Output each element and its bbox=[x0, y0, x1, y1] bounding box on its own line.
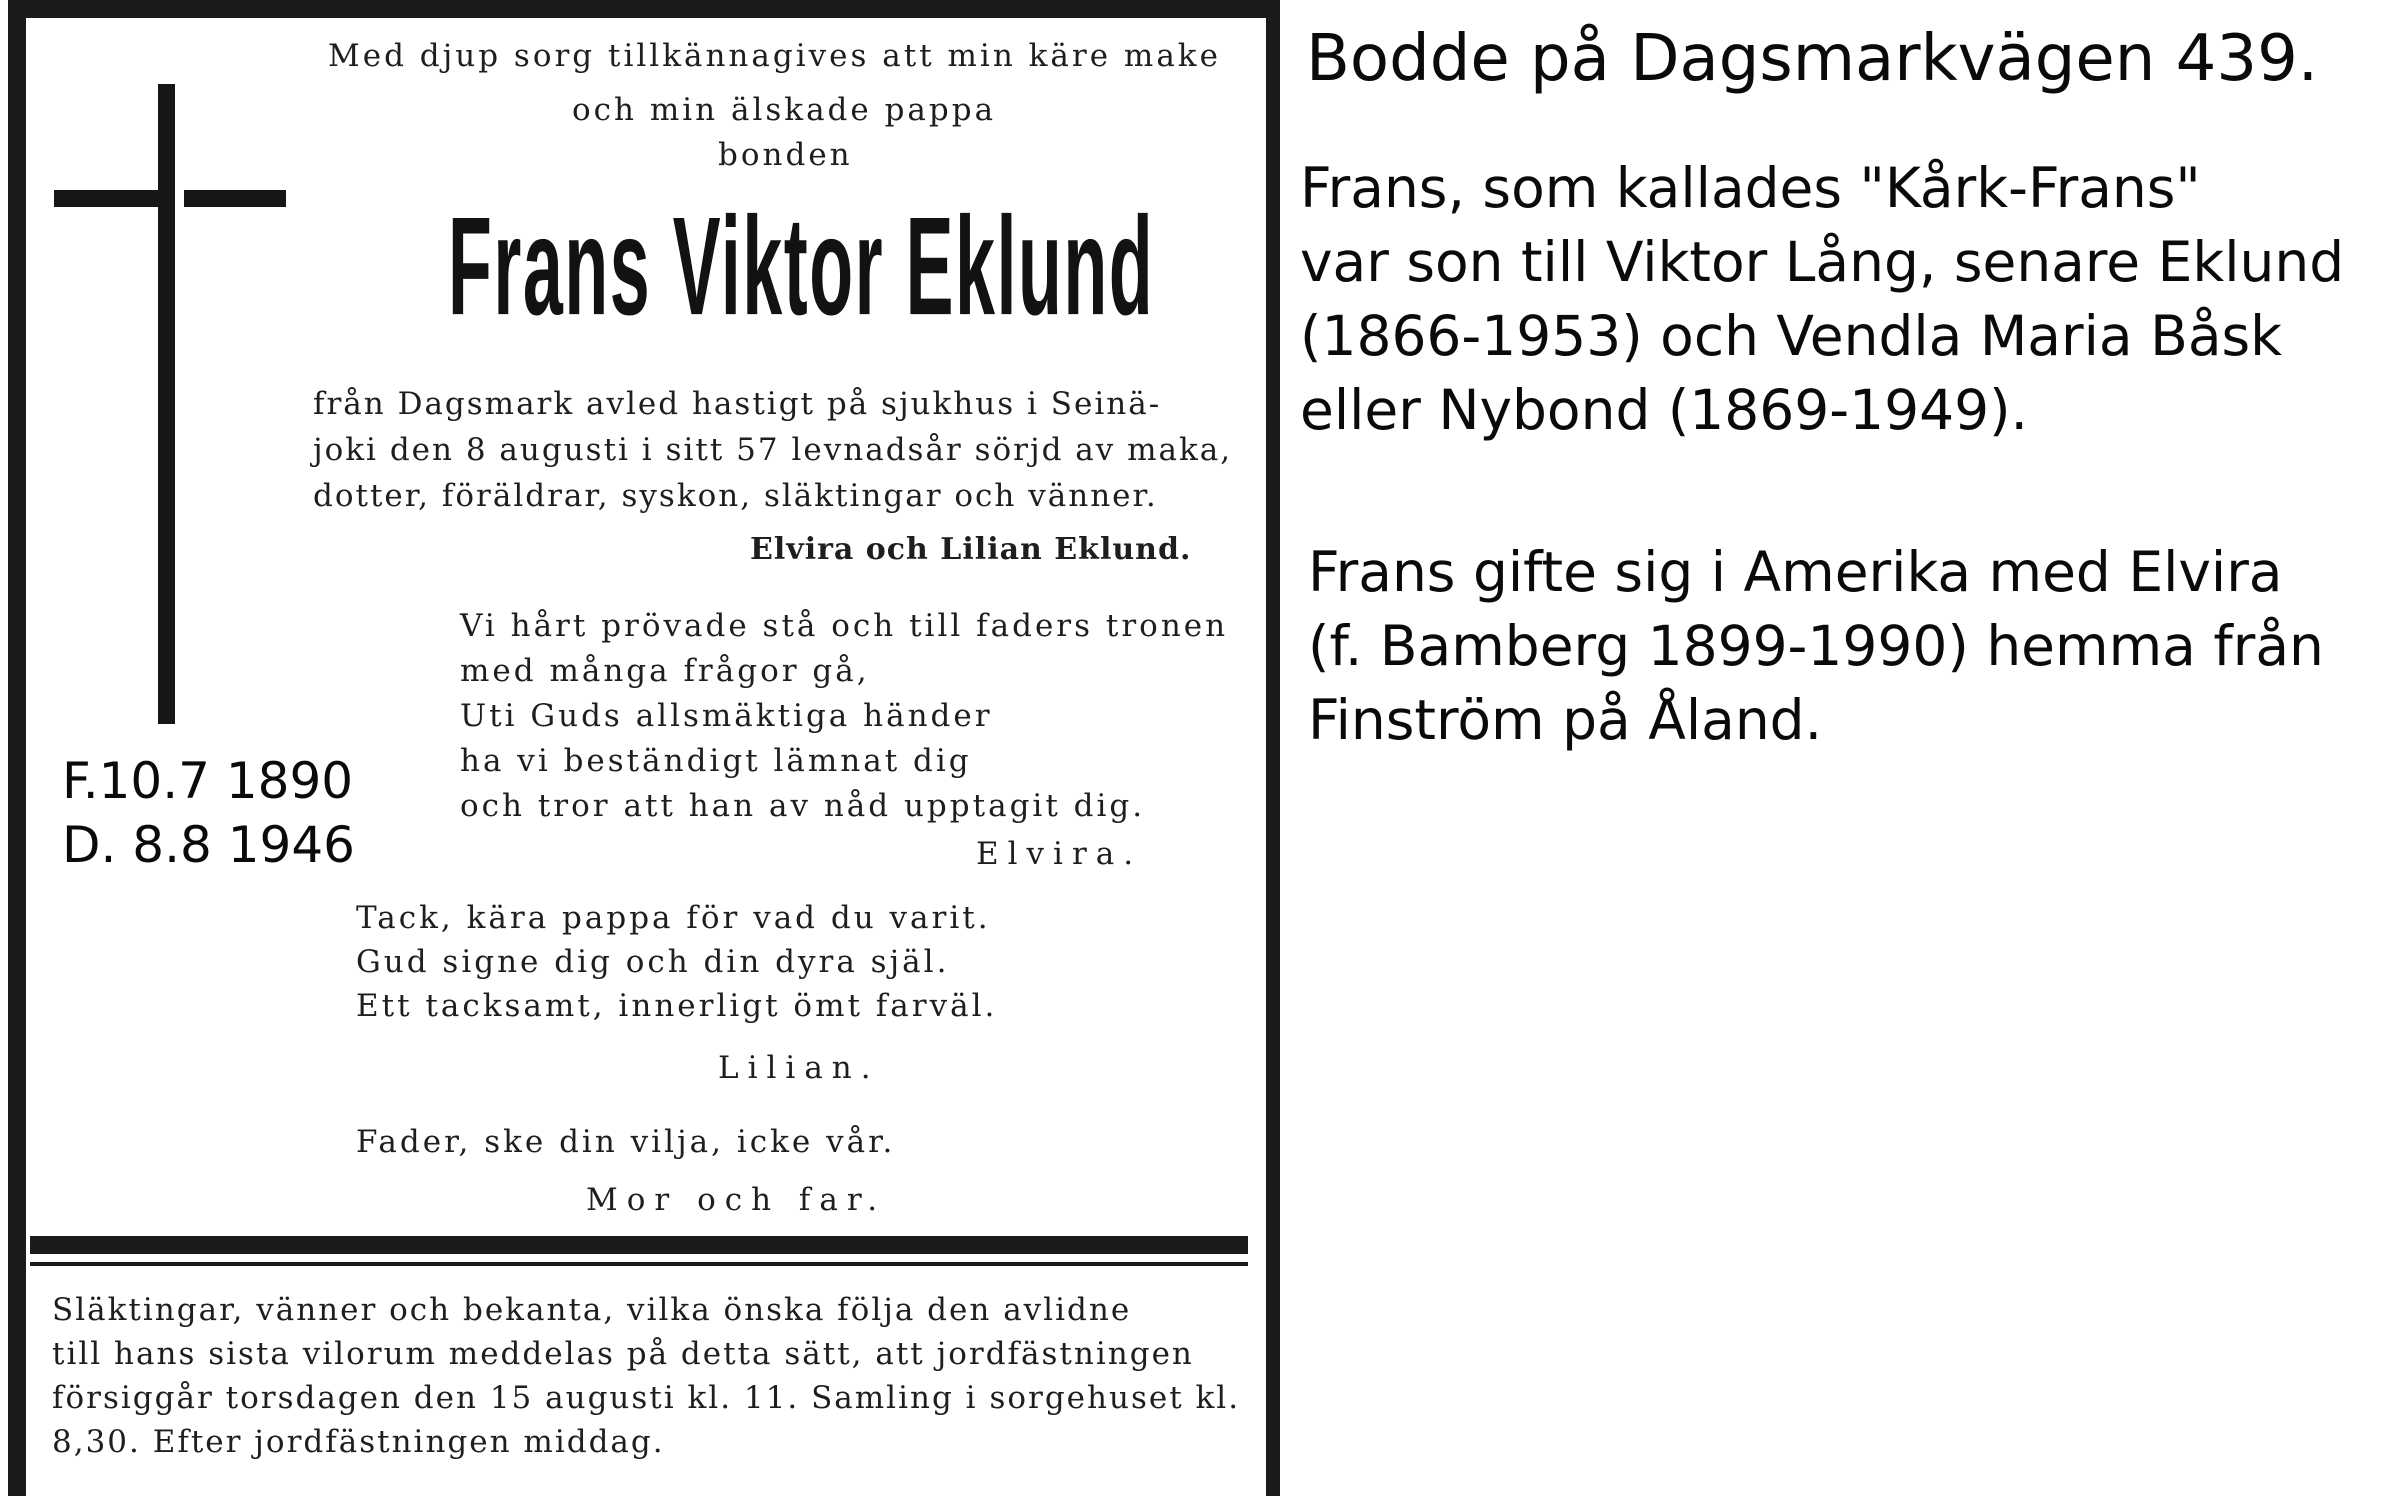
verse-parents-line: Fader, ske din vilja, icke vår. bbox=[356, 1124, 896, 1160]
obituary-signatories: Elvira och Lilian Eklund. bbox=[750, 532, 1192, 567]
annotation-p1-line-1: Frans, som kallades "Kårk-Frans" bbox=[1300, 156, 2201, 220]
cross-icon-gap bbox=[175, 188, 184, 209]
annotation-p2-line-2: (f. Bamberg 1899-1990) hemma från bbox=[1308, 614, 2324, 678]
death-date: D. 8.8 1946 bbox=[62, 816, 355, 874]
obituary-intro-line-3: bonden bbox=[718, 137, 853, 173]
right-border-rule bbox=[1266, 0, 1280, 1496]
cross-icon-horizontal bbox=[54, 190, 286, 207]
obituary-intro-line-2: och min älskade pappa bbox=[572, 92, 997, 128]
obituary-body-line-1: från Dagsmark avled hastigt på sjukhus i Seinä- bbox=[313, 386, 1162, 422]
funeral-notice-line-2: till hans sista vilorum meddelas på detta sätt, att jordfästningen bbox=[52, 1336, 1194, 1372]
verse-parents-signature: Mor och far. bbox=[586, 1182, 887, 1218]
left-border-rule bbox=[8, 0, 26, 1496]
annotation-p1-line-2: var son till Viktor Lång, senare Eklund bbox=[1300, 230, 2345, 294]
verse-elvira-signature: Elvira. bbox=[976, 836, 1143, 872]
obituary-intro-line-1: Med djup sorg tillkännagives att min käre make bbox=[328, 38, 1221, 74]
separator-rule-thick bbox=[30, 1236, 1248, 1254]
verse-lilian-line-2: Gud signe dig och din dyra själ. bbox=[356, 944, 950, 980]
obituary-body-line-3: dotter, föräldrar, syskon, släktingar och vänner. bbox=[313, 478, 1158, 514]
birth-date: F.10.7 1890 bbox=[62, 752, 354, 810]
annotation-heading: Bodde på Dagsmarkvägen 439. bbox=[1306, 22, 2319, 96]
verse-elvira-line-5: och tror att han av nåd upptagit dig. bbox=[460, 788, 1146, 824]
verse-elvira-line-2: med många frågor gå, bbox=[460, 653, 870, 689]
verse-lilian-signature: Lilian. bbox=[718, 1050, 880, 1086]
annotation-p2-line-3: Finström på Åland. bbox=[1308, 688, 1823, 752]
funeral-notice-line-3: försiggår torsdagen den 15 augusti kl. 11. Samling i sorgehuset kl. bbox=[52, 1380, 1241, 1416]
cross-icon-vertical bbox=[158, 84, 175, 724]
deceased-name: Frans Viktor Eklund bbox=[448, 189, 1155, 345]
verse-elvira-line-3: Uti Guds allsmäktiga händer bbox=[460, 698, 993, 734]
verse-elvira-line-1: Vi hårt prövade stå och till faders tronen bbox=[460, 608, 1229, 644]
verse-lilian-line-3: Ett tacksamt, innerligt ömt farväl. bbox=[356, 988, 998, 1024]
annotation-p1-line-4: eller Nybond (1869-1949). bbox=[1300, 378, 2029, 442]
verse-lilian-line-1: Tack, kära pappa för vad du varit. bbox=[356, 900, 991, 936]
annotation-p2-line-1: Frans gifte sig i Amerika med Elvira bbox=[1308, 540, 2283, 604]
funeral-notice-line-4: 8,30. Efter jordfästningen middag. bbox=[52, 1424, 665, 1460]
verse-elvira-line-4: ha vi beständigt lämnat dig bbox=[460, 743, 972, 779]
annotation-p1-line-3: (1866-1953) och Vendla Maria Båsk bbox=[1300, 304, 2283, 368]
funeral-notice-line-1: Släktingar, vänner och bekanta, vilka önska följa den avlidne bbox=[52, 1292, 1132, 1328]
top-border-rule bbox=[8, 0, 1280, 18]
obituary-body-line-2: joki den 8 augusti i sitt 57 levnadsår sörjd av maka, bbox=[313, 432, 1233, 468]
separator-rule-thin bbox=[30, 1262, 1248, 1266]
